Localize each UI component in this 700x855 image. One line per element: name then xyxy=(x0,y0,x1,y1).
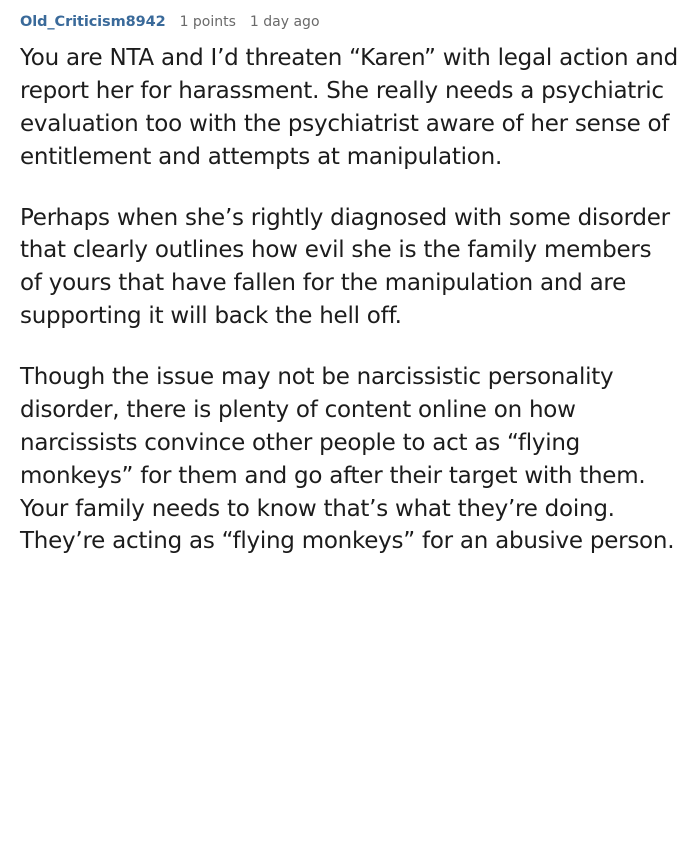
comment-author[interactable]: Old_Criticism8942 xyxy=(20,14,166,30)
comment-paragraph: Though the issue may not be narcissistic personality disorder, there is plenty of content online on how narcissists convince other people to act as “flying monkeys” for them and go after their target with them. Your family needs to know that’s what they’re doing. They’re acting as “flying monkeys” for an abusive person. xyxy=(20,364,675,555)
comment-timestamp: 1 day ago xyxy=(249,14,320,30)
comment-points: 1 points xyxy=(179,14,236,30)
comment-paragraph: Perhaps when she’s rightly diagnosed with some disorder that clearly outlines how evil she is the family members of yours that have fallen for the manipulation and are supporting it will back the hell off. xyxy=(20,204,670,330)
comment-body xyxy=(20,42,680,558)
comment-paragraph: You are NTA and I’d threaten “Karen” with legal action and report her for harassment. She really needs a psychiatric evaluation too with the psychiatrist aware of her sense of entitlement and attempts at manipulation. xyxy=(20,45,678,170)
comment-meta xyxy=(20,14,680,30)
